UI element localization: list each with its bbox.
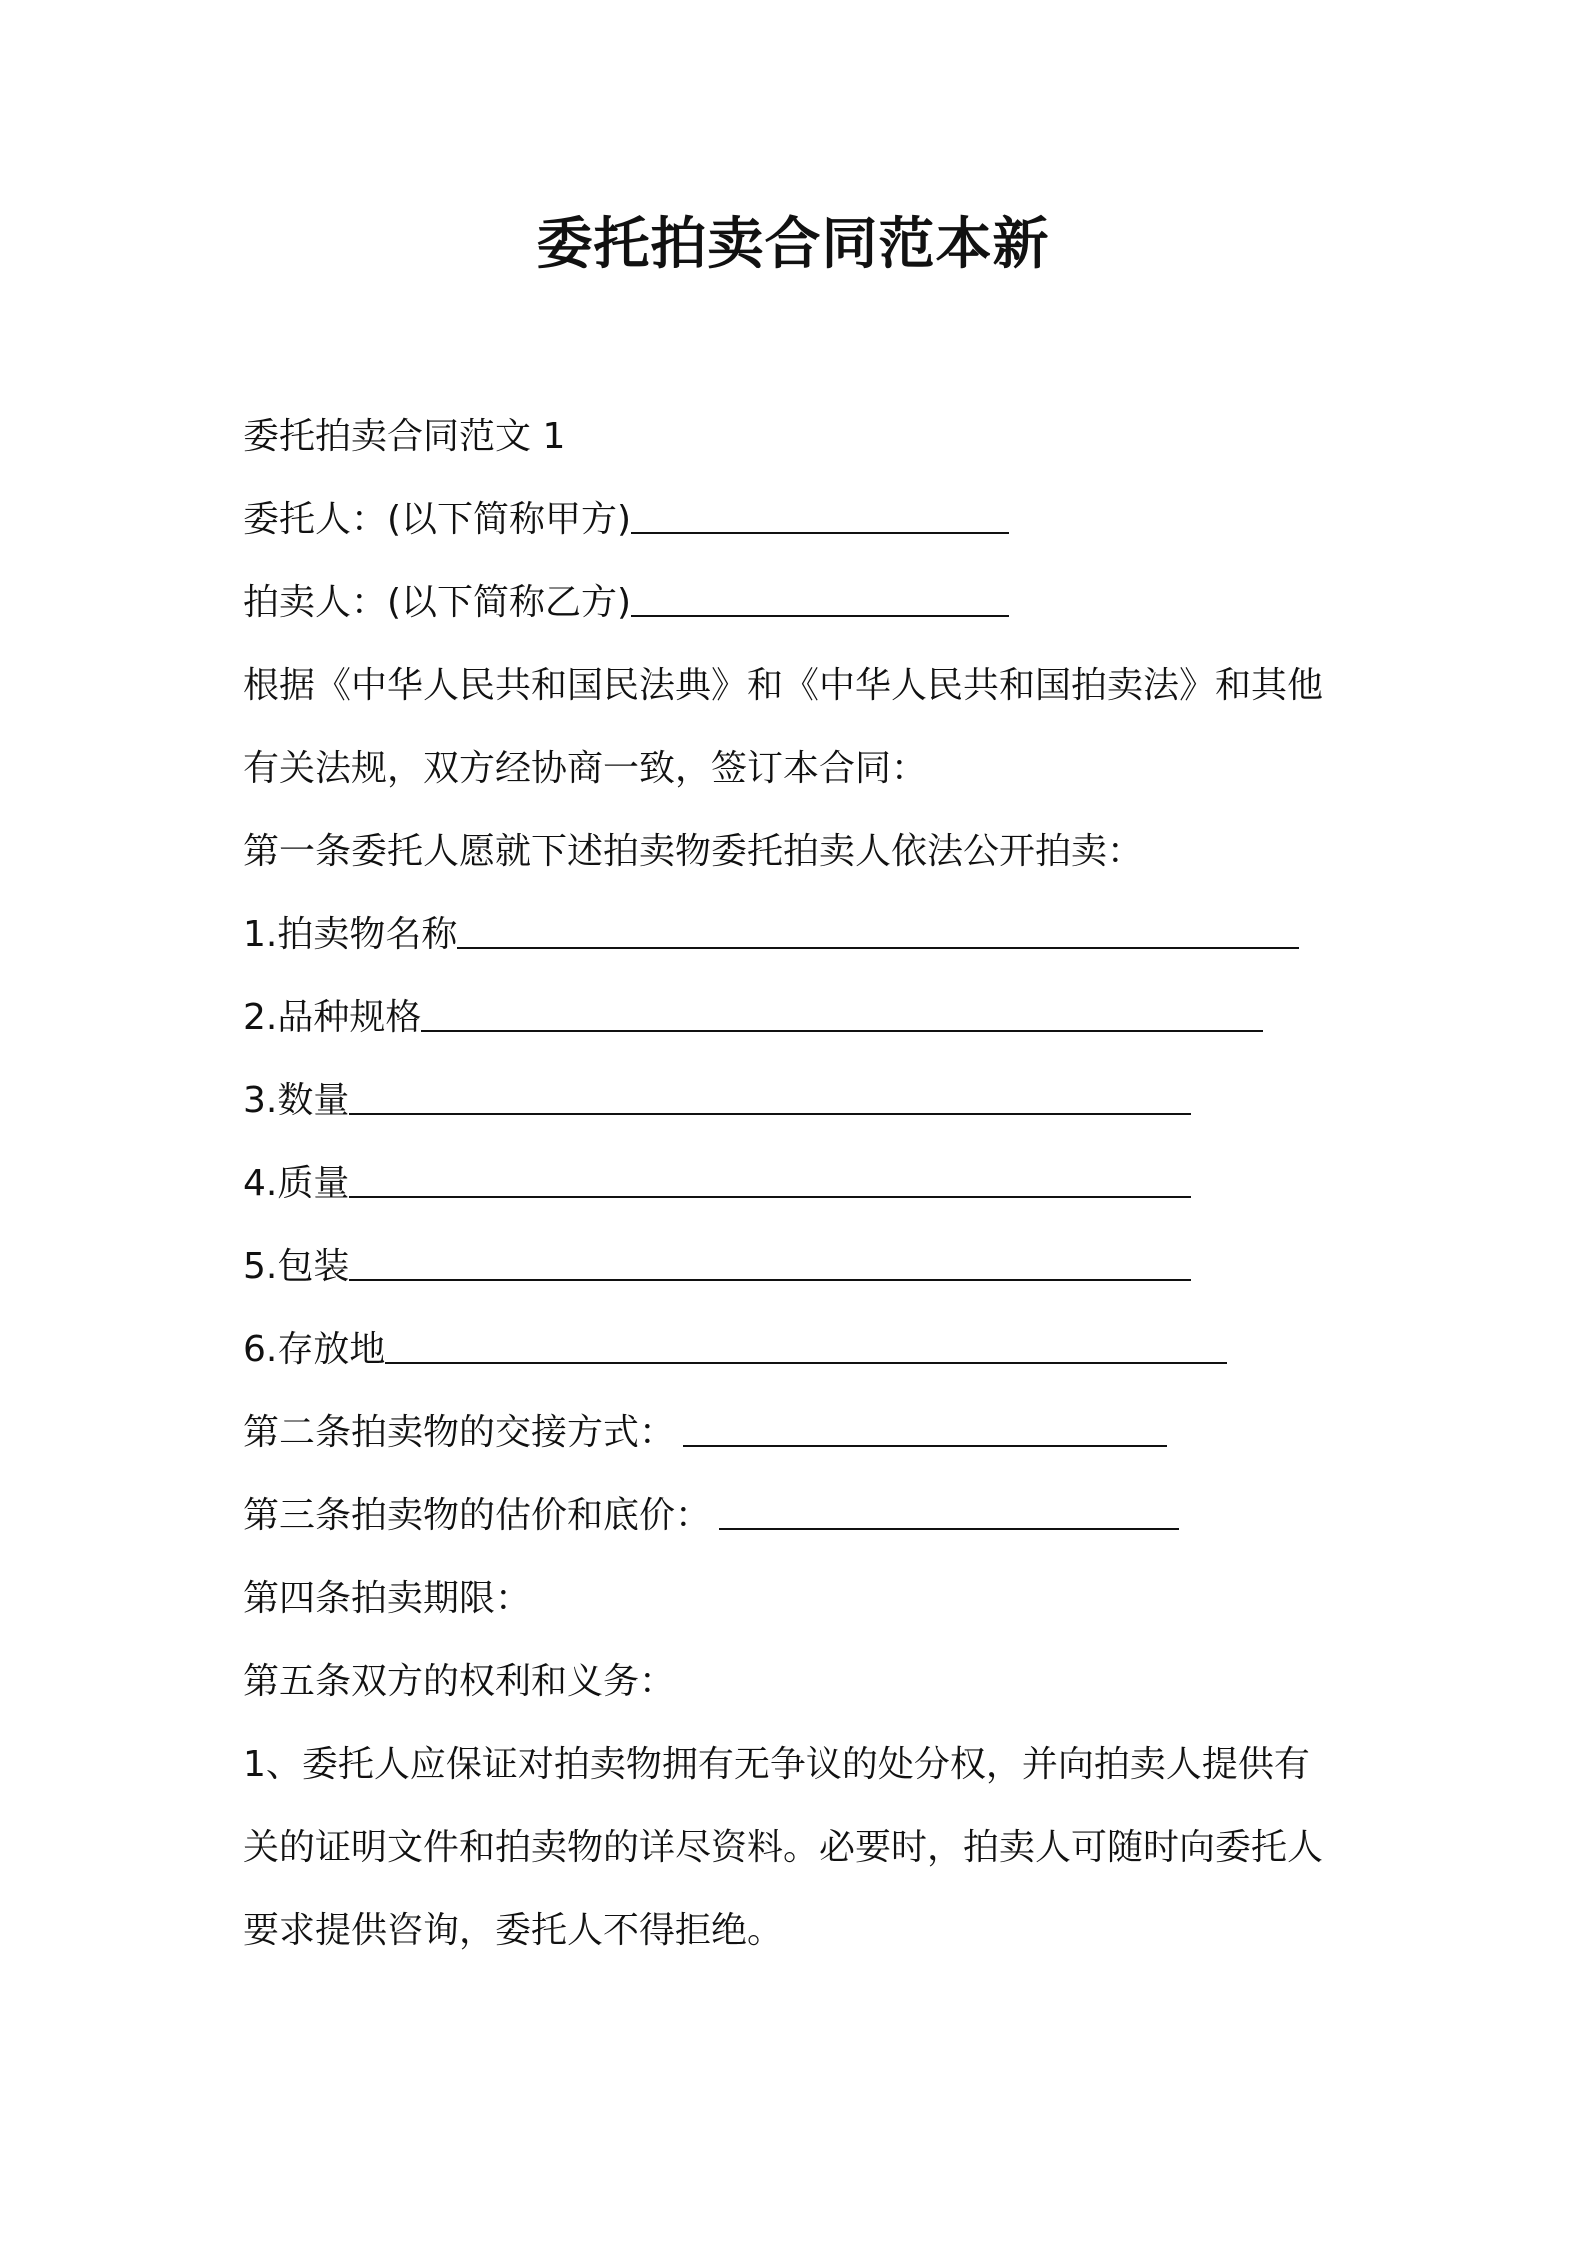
article-3-label: 第三条拍卖物的估价和底价：: [243, 1495, 712, 1536]
item-6-line: [243, 1308, 1363, 1391]
preamble-line-1: 根据《中华人民共和国民法典》和《中华人民共和国拍卖法》和其他: [243, 665, 1324, 706]
auctioneer-line: [243, 561, 1363, 644]
item-3-line: [243, 1059, 1363, 1142]
duty-1-line-1: 1、委托人应保证对拍卖物拥有无争议的处分权，并向拍卖人提供有: [243, 1744, 1310, 1785]
article-2-label: 第二条拍卖物的交接方式：: [243, 1412, 676, 1453]
document-body: [243, 395, 1363, 1972]
item-4-line: [243, 1142, 1363, 1225]
duty-1-line-3: 要求提供咨询，委托人不得拒绝。: [243, 1910, 784, 1951]
item-6-label: 6.存放地: [243, 1329, 386, 1370]
item-2-line: [243, 976, 1363, 1059]
item-5-blank: [349, 1225, 1191, 1281]
document-title: 委托拍卖合同范本新: [536, 212, 1050, 277]
article-5: 第五条双方的权利和义务：: [243, 1661, 676, 1702]
item-2-label: 2.品种规格: [243, 997, 422, 1038]
principal-line: [243, 478, 1363, 561]
item-1-blank: [457, 893, 1299, 949]
item-3-blank: [349, 1059, 1191, 1115]
article-2-blank: [683, 1391, 1167, 1447]
section-heading: 委托拍卖合同范文 1: [243, 416, 566, 457]
article-4: 第四条拍卖期限：: [243, 1578, 532, 1619]
article-3-line: [243, 1474, 1363, 1557]
item-5-label: 5.包装: [243, 1246, 350, 1287]
item-6-blank: [385, 1308, 1227, 1364]
principal-blank: [631, 478, 1009, 534]
item-1-label: 1.拍卖物名称: [243, 914, 458, 955]
item-4-label: 4.质量: [243, 1163, 350, 1204]
article-2-line: [243, 1391, 1363, 1474]
item-5-line: [243, 1225, 1363, 1308]
article-3-blank: [719, 1474, 1179, 1530]
auctioneer-label: 拍卖人：(以下简称乙方): [243, 582, 632, 623]
item-2-blank: [421, 976, 1263, 1032]
preamble-line-2: 有关法规，双方经协商一致，签订本合同：: [243, 748, 928, 789]
article-1: 第一条委托人愿就下述拍卖物委托拍卖人依法公开拍卖：: [243, 831, 1144, 872]
item-3-label: 3.数量: [243, 1080, 350, 1121]
duty-1-line-2: 关的证明文件和拍卖物的详尽资料。必要时，拍卖人可随时向委托人: [243, 1827, 1324, 1868]
auctioneer-blank: [631, 561, 1009, 617]
item-4-blank: [349, 1142, 1191, 1198]
principal-label: 委托人：(以下简称甲方): [243, 499, 632, 540]
item-1-line: [243, 893, 1363, 976]
